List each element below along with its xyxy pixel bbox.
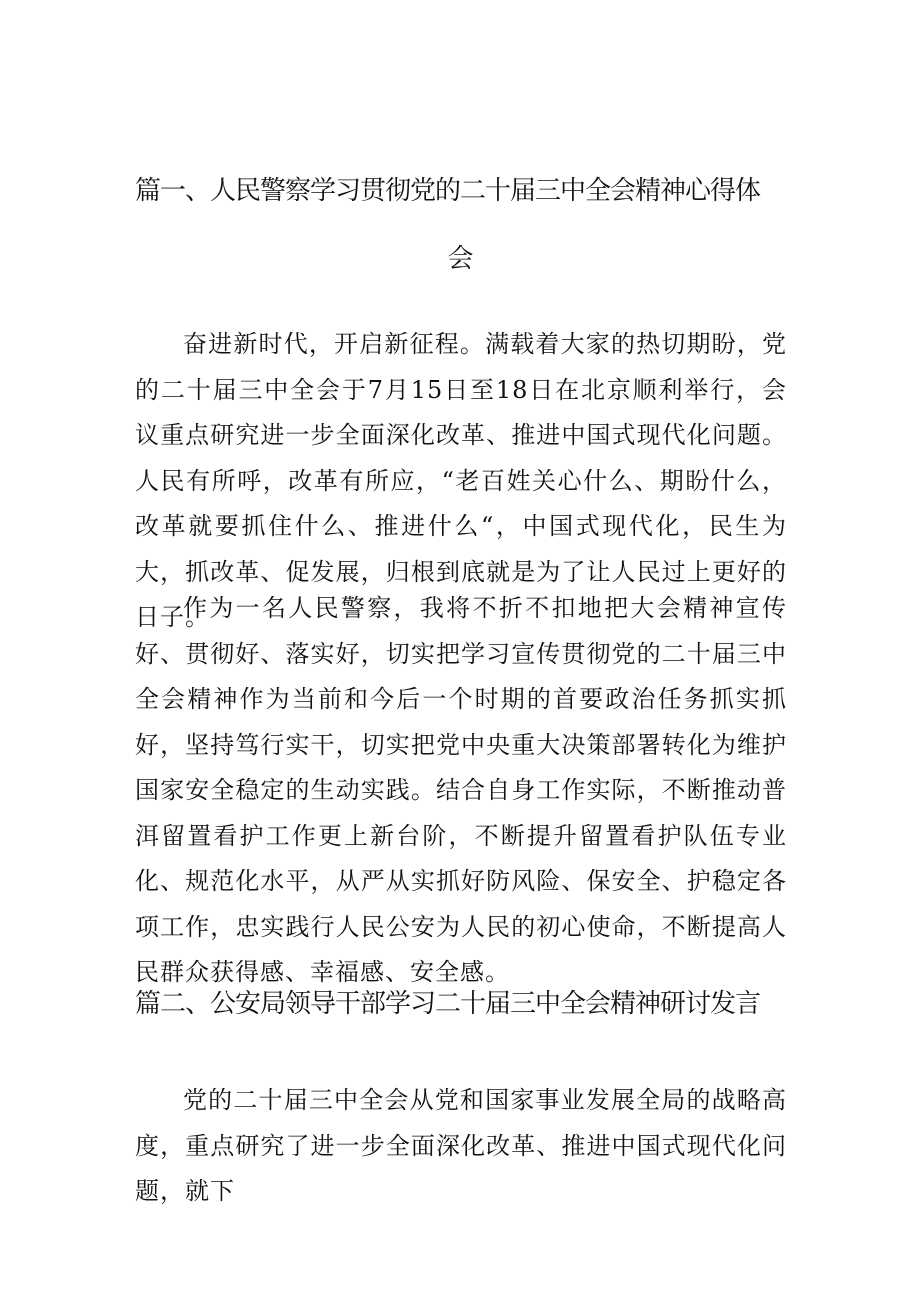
- section-1-paragraph-1: 奋进新时代，开启新征程。满载着大家的热切期盼，党的二十届三中全会于7月15日至18日在北京顺利举行，会议重点研究进一步全面深化改革、推进中国式现代化问题。人民有所呼，改革有所应，“老百姓关心什么、期盼什么，改革就要抓住什么、推进什么“，中国式现代化，民生为大，抓改革、促发展，归根到底就是为了让人民过上更好的日子。: [135, 330, 787, 631]
- section-1-heading-line2: 会: [447, 244, 473, 274]
- section-1-paragraph-2: 作为一名人民警察，我将不折不扣地把大会精神宣传好、贯彻好、落实好，切实把学习宣传贯彻党的二十届三中全会精神作为当前和今后一个时期的首要政治任务抓实抓好，坚持笃行实干，切实把党中央重大决策部署转化为维护国家安全稳定的生动实践。结合自身工作实际，不断推动普洱留置看护工作更上新台阶，不断提升留置看护队伍专业化、规范化水平，从严从实抓好防风险、保安全、护稳定各项工作，忠实践行人民公安为人民的初心使命，不断提高人民群众获得感、幸福感、安全感。: [135, 594, 787, 986]
- section-2-heading: 篇二、公安局领导干部学习二十届三中全会精神研讨发言: [135, 989, 761, 1019]
- section-1-heading-line1: 篇一、人民警察学习贯彻党的二十届三中全会精神心得体: [135, 176, 761, 206]
- section-1-heading: [135, 157, 785, 293]
- section-2-paragraph-1: 党的二十届三中全会从党和国家事业发展全局的战略高度，重点研究了进一步全面深化改革、推进中国式现代化问题，就下: [135, 1086, 787, 1205]
